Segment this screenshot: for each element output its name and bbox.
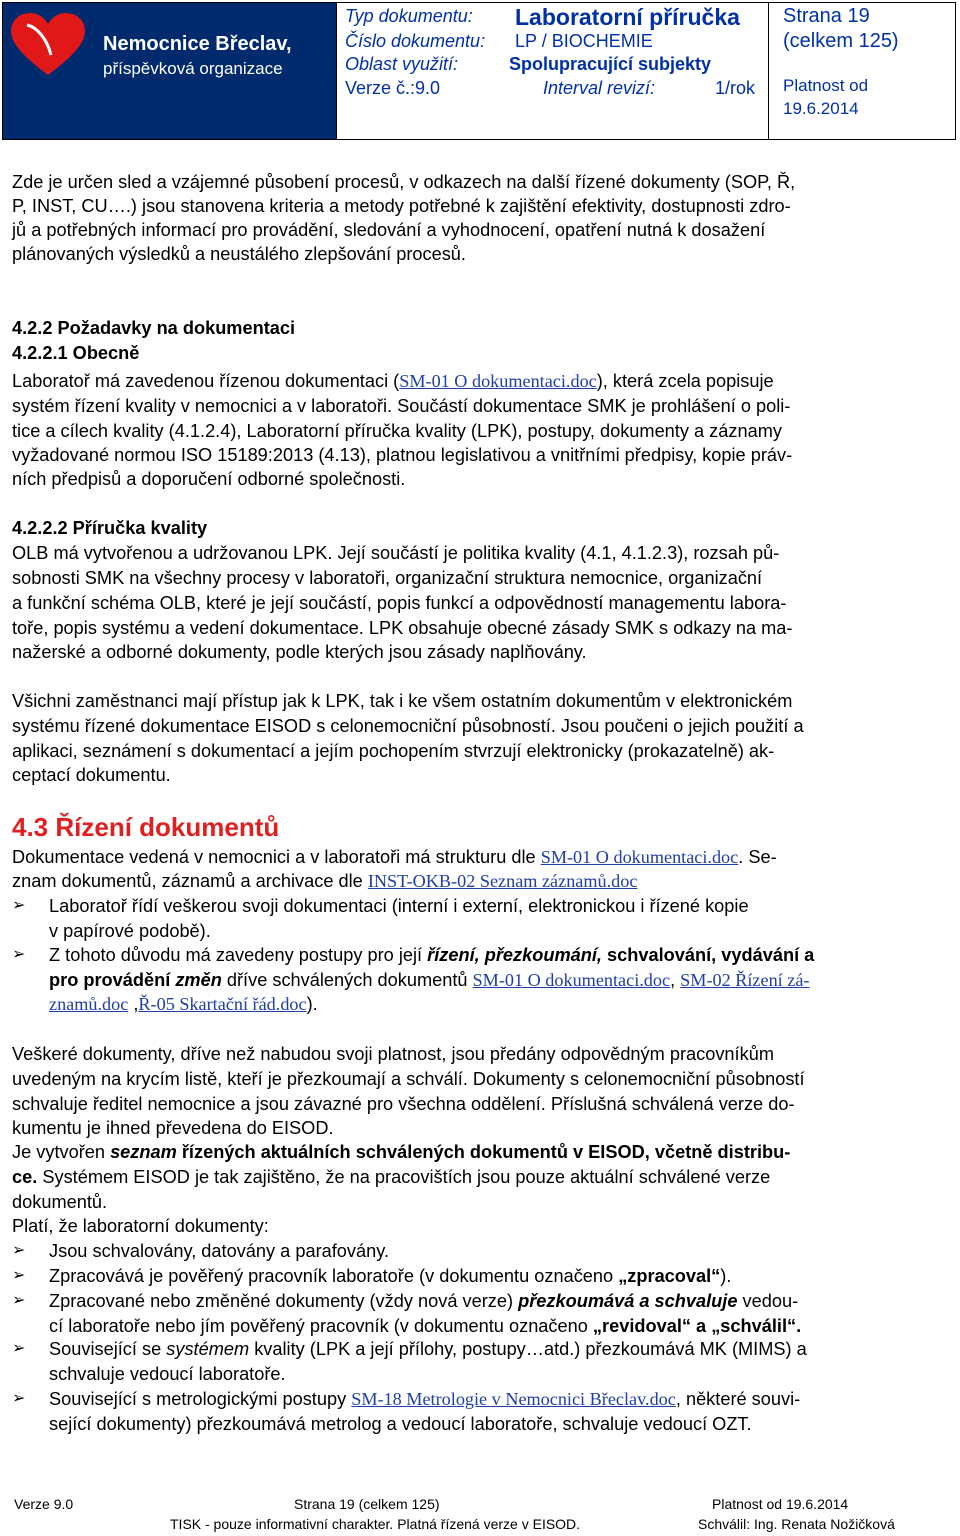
link-sm01[interactable]: SM-01 O dokumentaci.doc bbox=[540, 847, 739, 867]
paragraph-line: tice a cílech kvality (4.1.2.4), Laboratorní příručka kvality (LPK), postupy, dokumenty a záznamy bbox=[12, 421, 782, 441]
paragraph-line: toře, popis systému a vedení dokumentace. LPK obsahuje obecné zásady SMK s odkazy na ma- bbox=[12, 618, 793, 638]
list-item-text: Související se systémem kvality (LPK a její přílohy, postupy…atd.) přezkoumává MK (MIMS) a schvaluje vedoucí laboratoře. bbox=[49, 1339, 807, 1384]
list-item bbox=[12, 1239, 954, 1264]
footer-print-notice: TISK - pouze informativní charakter. Platná řízená verze v EISOD. bbox=[170, 1516, 581, 1532]
arrow-bullet-icon: ➢ bbox=[12, 1292, 26, 1309]
paragraph-line: Zde je určen sled a vzájemné působení procesů, v odkazech na další řízené dokumenty (SOP, Ř, bbox=[12, 172, 796, 192]
list-item-text: Z tohoto důvodu má zavedeny postupy pro její řízení, přezkoumání, schvalování, vydávání a pro provádění změn dříve schválených dokumentů SM-01 O dokumentaci.doc, SM-02 Řízení zá- znamů.doc ,Ř-05 Skartační řád.doc). bbox=[49, 945, 815, 1015]
paragraph-line: P, INST, CU….) jsou stanovena kriteria a metody potřebné k zajištění efektivity, dostupnosti zdro- bbox=[12, 196, 791, 216]
list-item bbox=[12, 1264, 954, 1289]
doc-number-label: Číslo dokumentu: bbox=[345, 31, 486, 51]
header-org-cell bbox=[3, 3, 337, 139]
review-label: Interval revizí: bbox=[543, 78, 656, 98]
link-sm01[interactable]: SM-01 O dokumentaci.doc bbox=[399, 371, 597, 391]
paragraph-line: dokumentů. bbox=[12, 1192, 108, 1212]
arrow-bullet-icon: ➢ bbox=[12, 946, 26, 963]
paragraph-line: kumentu je ihned převedena do EISOD. bbox=[12, 1118, 334, 1138]
list-item-text: Laboratoř řídí veškerou svoji dokumentaci (interní i externí, elektronickou i řízené kopie v papírové podobě). bbox=[49, 896, 749, 941]
footer-page: Strana 19 (celkem 125) bbox=[294, 1496, 440, 1512]
paragraph-line: systém řízení kvality v nemocnici a v laboratoři. Součástí dokumentace SMK je prohlášení o poli- bbox=[12, 396, 791, 416]
list-item bbox=[12, 1337, 954, 1387]
list-item bbox=[12, 943, 954, 1017]
arrow-bullet-icon: ➢ bbox=[12, 1267, 26, 1284]
footer-approved: Schválil: Ing. Renata Nožičková bbox=[698, 1516, 895, 1532]
paragraph-line: znam dokumentů, záznamů a archivace dle INST-OKB-02 Seznam záznamů.doc bbox=[12, 871, 638, 891]
list-item bbox=[12, 1387, 954, 1437]
paragraph-line: plánovaných výsledků a neustálého zlepšování procesů. bbox=[12, 244, 466, 264]
list-item-text: Zpracované nebo změněné dokumenty (vždy nová verze) přezkoumává a schvaluje vedou- cí laboratoře nebo jím pověřený pracovník (v dokumentu označeno „revidoval“ a „schválil“. bbox=[49, 1291, 802, 1336]
paragraph-line: nažerské a odborné dokumenty, podle kterých jsou zásady naplňovány. bbox=[12, 642, 587, 662]
paragraph-line: Je vytvořen seznam řízených aktuálních schválených dokumentů v EISOD, včetně distribu- bbox=[12, 1142, 791, 1162]
arrow-bullet-icon: ➢ bbox=[12, 897, 26, 914]
paragraph-line: OLB má vytvořenou a udržovanou LPK. Její součástí je politika kvality (4.1, 4.1.2.3), rozsah pů- bbox=[12, 543, 780, 563]
document-header bbox=[2, 2, 956, 140]
paragraph-line: systému řízené dokumentace EISOD s celonemocniční působností. Jsou poučeni o jejich použití a bbox=[12, 716, 804, 736]
paragraph-line: aplikaci, seznámení s dokumentací a jejím pochopením stvrzují elektronicky (prokazatelně) ak- bbox=[12, 741, 775, 761]
list-item-text: Zpracovává je pověřený pracovník laboratoře (v dokumentu označeno „zpracoval“). bbox=[49, 1266, 732, 1286]
paragraph-line: schvaluje ředitel nemocnice a jsou závazné pro všechna oddělení. Příslušná schválená verze do- bbox=[12, 1094, 795, 1114]
page-total: (celkem 125) bbox=[783, 30, 899, 52]
header-page-cell bbox=[769, 3, 955, 139]
list-item bbox=[12, 894, 954, 944]
footer-valid: Platnost od 19.6.2014 bbox=[712, 1496, 849, 1512]
arrow-bullet-icon: ➢ bbox=[12, 1242, 26, 1259]
paragraph-line: ceptací dokumentu. bbox=[12, 765, 171, 785]
section-heading-4-2-2-1: 4.2.2.1 Obecně bbox=[12, 343, 140, 363]
org-name: Nemocnice Břeclav, bbox=[103, 33, 292, 55]
link-sm18[interactable]: SM-18 Metrologie v Nemocnici Břeclav.doc bbox=[351, 1389, 676, 1409]
paragraph-line: Všichni zaměstnanci mají přístup jak k LPK, tak i ke všem ostatním dokumentům v elektronickém bbox=[12, 691, 793, 711]
paragraph-line: a funkční schéma OLB, které je její součástí, popis funkcí a odpovědností managementu labora- bbox=[12, 593, 787, 613]
list-item-text: Jsou schvalovány, datovány a parafovány. bbox=[49, 1241, 390, 1261]
arrow-bullet-icon: ➢ bbox=[12, 1390, 26, 1407]
link-sm01[interactable]: SM-01 O dokumentaci.doc bbox=[472, 969, 671, 990]
link-inst-okb-02[interactable]: INST-OKB-02 Seznam záznamů.doc bbox=[367, 871, 638, 891]
paragraph-line: sobnosti SMK na všechny procesy v laboratoři, organizační struktura nemocnice, organizační bbox=[12, 568, 763, 588]
paragraph-line: uvedeným na krycím listě, kteří je přezkoumají a schválí. Dokumenty s celonemocniční působností bbox=[12, 1069, 805, 1089]
paragraph-line: Veškeré dokumenty, dříve než nabudou svoji platnost, jsou předány odpovědným pracovníkům bbox=[12, 1044, 774, 1064]
paragraph-line: Platí, že laboratorní dokumenty: bbox=[12, 1216, 269, 1236]
paragraph-line: ních předpisů a doporučení odborné společnosti. bbox=[12, 469, 406, 489]
page-number: Strana 19 bbox=[783, 5, 870, 27]
review-value: 1/rok bbox=[715, 78, 756, 98]
section-heading-4-3: 4.3 Řízení dokumentů bbox=[12, 812, 280, 842]
link-sm02[interactable]: znamů.doc bbox=[49, 994, 129, 1015]
paragraph-line: ce. Systémem EISOD je tak zajištěno, že na pracovištích jsou pouze aktuální schválené verze bbox=[12, 1167, 771, 1187]
paragraph-line: Laboratoř má zavedenou řízenou dokumentaci (SM-01 O dokumentaci.doc), která zcela popisuje bbox=[12, 371, 774, 391]
doc-type-label: Typ dokumentu: bbox=[345, 6, 473, 26]
heart-logo-icon bbox=[7, 11, 89, 79]
valid-label: Platnost od bbox=[783, 76, 869, 95]
list-item bbox=[12, 1289, 954, 1339]
link-sm02[interactable]: SM-02 Řízení zá- bbox=[680, 969, 810, 990]
org-subtitle: příspěvková organizace bbox=[103, 59, 283, 78]
doc-number-value: LP / BIOCHEMIE bbox=[515, 31, 653, 51]
section-heading-4-2-2-2: 4.2.2.2 Příručka kvality bbox=[12, 518, 208, 538]
doc-type-value: Laboratorní příručka bbox=[515, 4, 740, 30]
arrow-bullet-icon: ➢ bbox=[12, 1340, 26, 1357]
valid-date: 19.6.2014 bbox=[783, 99, 859, 118]
usage-label: Oblast využití: bbox=[345, 54, 459, 74]
header-doc-info-cell bbox=[337, 3, 769, 139]
link-r05[interactable]: Ř-05 Skartační řád.doc bbox=[138, 994, 307, 1015]
paragraph-line: vyžadované normou ISO 15189:2013 (4.13), platnou legislativou a vnitřními předpisy, kopie práv- bbox=[12, 445, 793, 465]
paragraph-line: Dokumentace vedená v nemocnici a v laboratoři má strukturu dle SM-01 O dokumentaci.doc. Se- bbox=[12, 847, 777, 867]
section-heading-4-2-2: 4.2.2 Požadavky na dokumentaci bbox=[12, 318, 296, 338]
footer-version: Verze 9.0 bbox=[14, 1496, 74, 1512]
list-item-text: Související s metrologickými postupy SM-18 Metrologie v Nemocnici Břeclav.doc, některé souvi- sející dokumenty) přezkoumává metrolog a vedoucí laboratoře, schvaluje vedoucí OZT. bbox=[49, 1389, 801, 1434]
usage-value: Spolupracující subjekty bbox=[509, 54, 712, 74]
version-text: Verze č.:9.0 bbox=[345, 78, 441, 98]
paragraph-line: jů a potřebných informací pro provádění, sledování a vyhodnocení, opatření nutná k dosažení bbox=[12, 220, 766, 240]
